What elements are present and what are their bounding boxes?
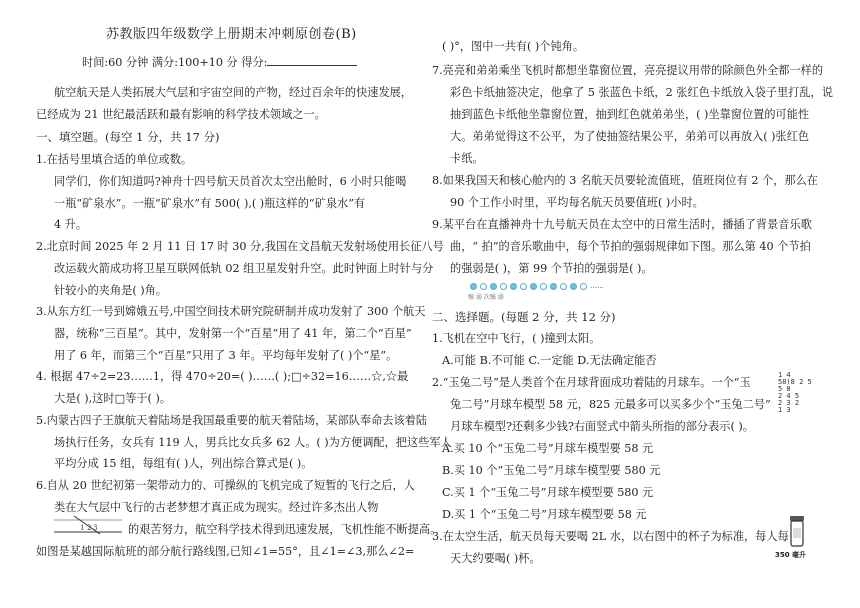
- beat-dot: [490, 283, 497, 290]
- question-line: 的强弱是( )，第 99 个节拍的强弱是( )。: [450, 262, 653, 275]
- angle-label: 2: [87, 524, 92, 532]
- question-line: 8.如果我国天和核心舱内的 3 名航天员要轮流值班，值班岗位有 2 个，那么在: [432, 174, 818, 187]
- question-line: 兔二号”月球车模型 58 元，825 元最多可以买多少个“玉兔二号”: [450, 398, 771, 411]
- beat-dot: [510, 283, 517, 290]
- exam-info: [82, 55, 357, 70]
- intro-line: 航空航天是人类拓展大气层和宇宙空间的产物，经过百余年的快速发展，: [54, 86, 413, 99]
- calc-line: 1 3: [778, 406, 791, 414]
- beat-dot: [530, 283, 537, 290]
- question-line: 用了 6 年，而第三个“百星”只用了 3 年。平均每年发射了( )个“星”。: [54, 349, 398, 362]
- question-line: 1.飞机在空中飞行，( )撞到太阳。: [432, 332, 601, 345]
- question-line: 6.自从 20 世纪初第一架带动力的、可操纵的飞机完成了短暂的飞行之后，人: [36, 479, 415, 492]
- beat-dot: [570, 283, 577, 290]
- cup-label: 350 毫升: [775, 551, 807, 559]
- question-line: 5.内蒙古四子王旗航天着陆场是我国最重要的航天着陆场，某部队奉命去该着陆: [36, 414, 428, 427]
- question-line: 彩色卡纸抽签决定，他拿了 5 张蓝色卡纸，2 张红色卡纸放入袋子里打乱，说: [450, 86, 833, 99]
- option-d: D.买 1 个“玉兔二号”月球车模型要 58 元: [442, 508, 647, 521]
- question-line: 7.亮亮和弟弟乘坐飞机时都想坐靠窗位置，亮亮提议用带的除颜色外全都一样的: [432, 64, 824, 77]
- question-line: 的艰苦努力，航空科学技术得到迅速发展，飞机性能不断提高。: [128, 523, 442, 536]
- question-line: 曲，“ 拍”的音乐歌曲中，每个节拍的强弱规律如下图。那么第 40 个节拍: [450, 240, 811, 253]
- angle-diagram: [52, 514, 124, 536]
- question-line: 一瓶“矿泉水”。一瓶“矿泉水”有 500( ),( )瓶这样的“矿泉水”有: [54, 197, 366, 210]
- question-line: 类在大气层中飞行的古老梦想才真正成为现实。经过许多杰出人物: [54, 501, 379, 514]
- beat-dot: [470, 283, 477, 290]
- question-line: 器，统称“三百星”。其中，发射第一个“百星”用了 41 年，第二个“百星”: [54, 327, 412, 340]
- beat-dot: [520, 283, 527, 290]
- calc-line: 5 8: [778, 385, 791, 393]
- intro-line: 已经成为 21 世纪最活跃和最有影响的科学技术领域之一。: [36, 108, 326, 121]
- long-division: [778, 372, 812, 414]
- question-line: 改运载火箭成功将卫星互联网低轨 02 组卫星发射升空。此时钟面上时针与分: [54, 262, 434, 275]
- question-line: 场执行任务，女兵有 119 人，男兵比女兵多 62 人。( )为方便调配，把这些军人: [54, 436, 452, 449]
- beat-dot: [540, 283, 547, 290]
- option-c: C.买 1 个“玉兔二号”月球车模型要 580 元: [442, 486, 654, 499]
- question-line: 3.在太空生活，航天员每天要喝 2L 水，以右图中的杯子为标准，每人每: [432, 530, 789, 543]
- beat-pattern: [470, 282, 604, 290]
- beat-labels: 强 弱 次强 弱: [468, 294, 504, 301]
- score-blank[interactable]: [267, 55, 357, 66]
- angle-label: 1: [80, 524, 85, 532]
- section2-heading: 二、选择题。(每题 2 分，共 12 分): [432, 310, 616, 324]
- question-line: ( )°，图中一共有( )个钝角。: [442, 40, 585, 53]
- beat-dot: [580, 283, 587, 290]
- cup-icon: [786, 514, 808, 548]
- question-line: 2.“玉兔二号”是人类首个在月球背面成功着陆的月球车。一个“玉: [432, 376, 751, 389]
- beat-dot: [480, 283, 487, 290]
- option-b: B.买 10 个“玉兔二号”月球车模型要 580 元: [442, 464, 661, 477]
- beat-dot: [500, 283, 507, 290]
- question-line: 1.在括号里填合适的单位或数。: [36, 153, 193, 166]
- beat-dot: [550, 283, 557, 290]
- question-line: 平均分成 15 组，每组有( )人，列出综合算式是( )。: [54, 457, 313, 470]
- question-line: 抽到蓝色卡纸他坐靠窗位置，抽到红色就弟弟坐，( )坐靠窗位置的可能性: [450, 108, 810, 121]
- question-line: 大。弟弟觉得这不公平，为了使抽签结果公平，弟弟可以再放入( )张红色: [450, 130, 810, 143]
- question-line: 2.北京时间 2025 年 2 月 11 日 17 时 30 分,我国在文昌航天发射场使用长征八号: [36, 240, 444, 253]
- question-line: 大是( ),这时□等于( )。: [54, 392, 172, 405]
- beat-ellipsis: ……: [590, 282, 604, 290]
- question-line: 针较小的夹角是( )角。: [54, 284, 167, 297]
- question-line: 3.从东方红一号到嫦娥五号,中国空间技术研究院研制并成功发射了 300 个航天: [36, 305, 426, 318]
- exam-info-text: 时间:60 分钟 满分:100+10 分 得分:: [82, 56, 268, 69]
- question-line: 4. 根据 47÷2=23……1，得 470÷20=( )……( );□÷32=16……☆,☆最: [36, 370, 409, 383]
- option-a: A.买 10 个“玉兔二号”月球车模型要 58 元: [442, 442, 654, 455]
- question-line: 卡纸。: [450, 152, 484, 165]
- calc-line: 1 4: [778, 371, 791, 379]
- question-line: 天大约要喝( )杯。: [450, 552, 541, 565]
- calc-line: 2 4 5: [778, 392, 800, 400]
- calc-line: 2 3 2: [778, 399, 800, 407]
- question-line: 90 个工作小时里，平均每名航天员要值班( )小时。: [450, 196, 704, 209]
- question-line: 4 升。: [54, 218, 88, 231]
- question-line: 月球车模型?还剩多少钱?右面竖式中箭头所指的部分表示( )。: [450, 420, 754, 433]
- question-line: 同学们，你们知道吗?神舟十四号航天员首次太空出舱时，6 小时只能喝: [54, 175, 407, 188]
- beat-dot: [560, 283, 567, 290]
- options-line: A.可能 B.不可能 C.一定能 D.无法确定能否: [442, 354, 657, 367]
- question-line: 如图是某越国际航班的部分航行路线图,已知∠1=55°，且∠1=∠3,那么∠2=: [36, 545, 415, 558]
- question-line: 9.某平台在直播神舟十九号航天员在太空中的日常生活时，播插了背景音乐歌: [432, 218, 812, 231]
- calc-line: 58)8 2 5: [778, 378, 812, 386]
- angle-label: 3: [93, 524, 98, 532]
- page-title: 苏教版四年级数学上册期末冲刺原创卷(B): [106, 27, 357, 42]
- section1-heading: 一、填空题。(每空 1 分，共 17 分): [36, 130, 220, 144]
